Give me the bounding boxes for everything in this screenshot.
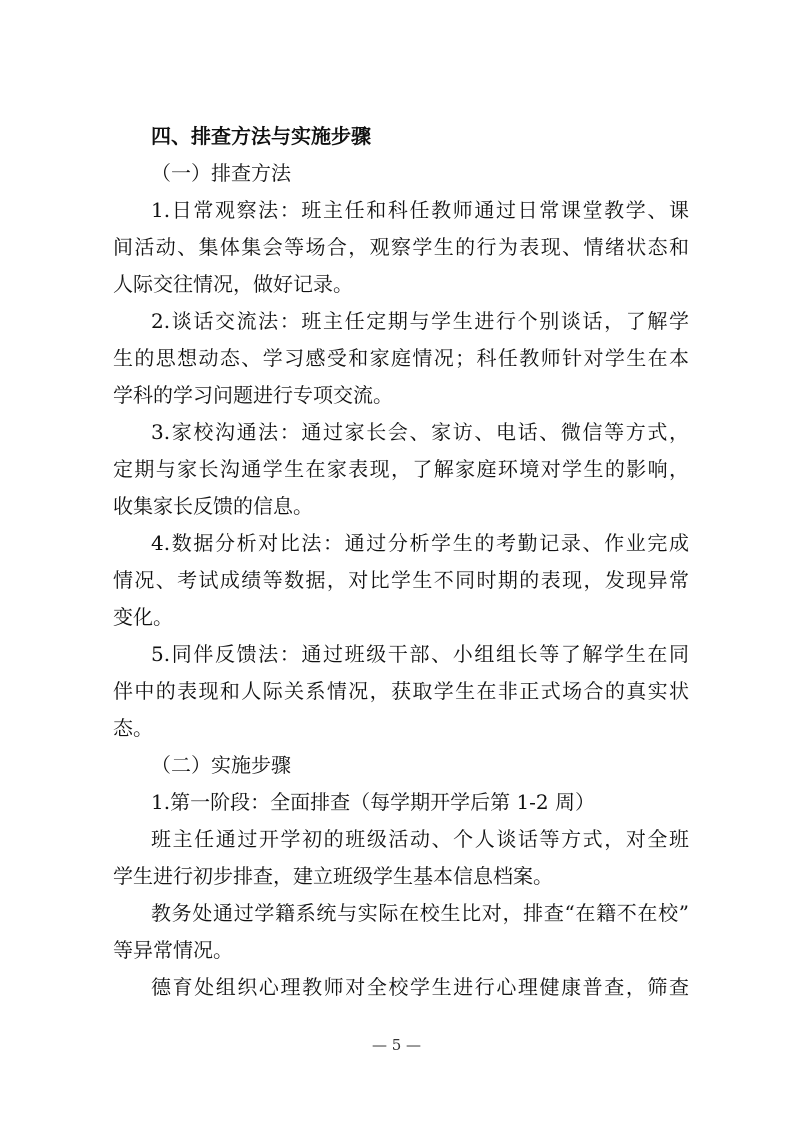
method-paragraph-home-school — [113, 414, 689, 525]
paragraph-line: 教务处通过学籍系统与实际在校生比对，排查“在籍不在校” — [151, 901, 689, 925]
paragraph-line: 2.谈话交流法：班主任定期与学生进行个别谈话，了解学 — [151, 309, 689, 333]
paragraph-line: 定期与家长沟通学生在家表现，了解家庭环境对学生的影响， — [113, 457, 689, 481]
paragraph-line: 班主任通过开学初的班级活动、个人谈话等方式，对全班 — [151, 827, 689, 851]
paragraph-line: 3.家校沟通法：通过家长会、家访、电话、微信等方式， — [151, 420, 689, 444]
paragraph-line: 1.日常观察法：班主任和科任教师通过日常课堂教学、课 — [151, 198, 689, 222]
method-paragraph-conversation — [113, 303, 689, 414]
method-paragraph-observation — [113, 192, 689, 303]
method-paragraph-peer-feedback — [113, 636, 689, 747]
step-paragraph-academic-affairs — [113, 895, 689, 969]
paragraph-line: 5.同伴反馈法：通过班级干部、小组组长等了解学生在同 — [151, 642, 689, 666]
step-paragraph-class-teacher — [113, 821, 689, 895]
paragraph-line: 人际交往情况，做好记录。 — [113, 272, 353, 296]
section-heading: 四、排查方法与实施步骤 — [151, 124, 371, 148]
page-number: — 5 — — [371, 1036, 422, 1054]
paragraph-line: 伴中的表现和人际关系情况，获取学生在非正式场合的真实状 — [113, 679, 689, 703]
paragraph-line: 德育处组织心理教师对全校学生进行心理健康普查，筛查 — [151, 975, 689, 999]
subsection-heading-steps: （二）实施步骤 — [151, 753, 291, 777]
stage-title: 1.第一阶段：全面排查（每学期开学后第 1-2 周） — [151, 790, 596, 814]
subsection-heading-methods: （一）排查方法 — [151, 161, 291, 185]
paragraph-line: 间活动、集体集会等场合，观察学生的行为表现、情绪状态和 — [113, 235, 689, 259]
paragraph-line: 4.数据分析对比法：通过分析学生的考勤记录、作业完成 — [151, 531, 689, 555]
method-paragraph-data-analysis — [113, 525, 689, 636]
paragraph-line: 态。 — [113, 716, 153, 740]
paragraph-line: 等异常情况。 — [113, 938, 233, 962]
paragraph-line: 收集家长反馈的信息。 — [113, 494, 313, 518]
paragraph-line: 学科的学习问题进行专项交流。 — [113, 383, 393, 407]
paragraph-line: 情况、考试成绩等数据，对比学生不同时期的表现，发现异常 — [113, 568, 689, 592]
paragraph-line: 变化。 — [113, 605, 173, 629]
paragraph-line: 生的思想动态、学习感受和家庭情况；科任教师针对学生在本 — [113, 346, 689, 370]
step-paragraph-moral-education — [113, 969, 689, 1006]
paragraph-line: 学生进行初步排查，建立班级学生基本信息档案。 — [113, 864, 553, 888]
page-content — [113, 118, 689, 1006]
